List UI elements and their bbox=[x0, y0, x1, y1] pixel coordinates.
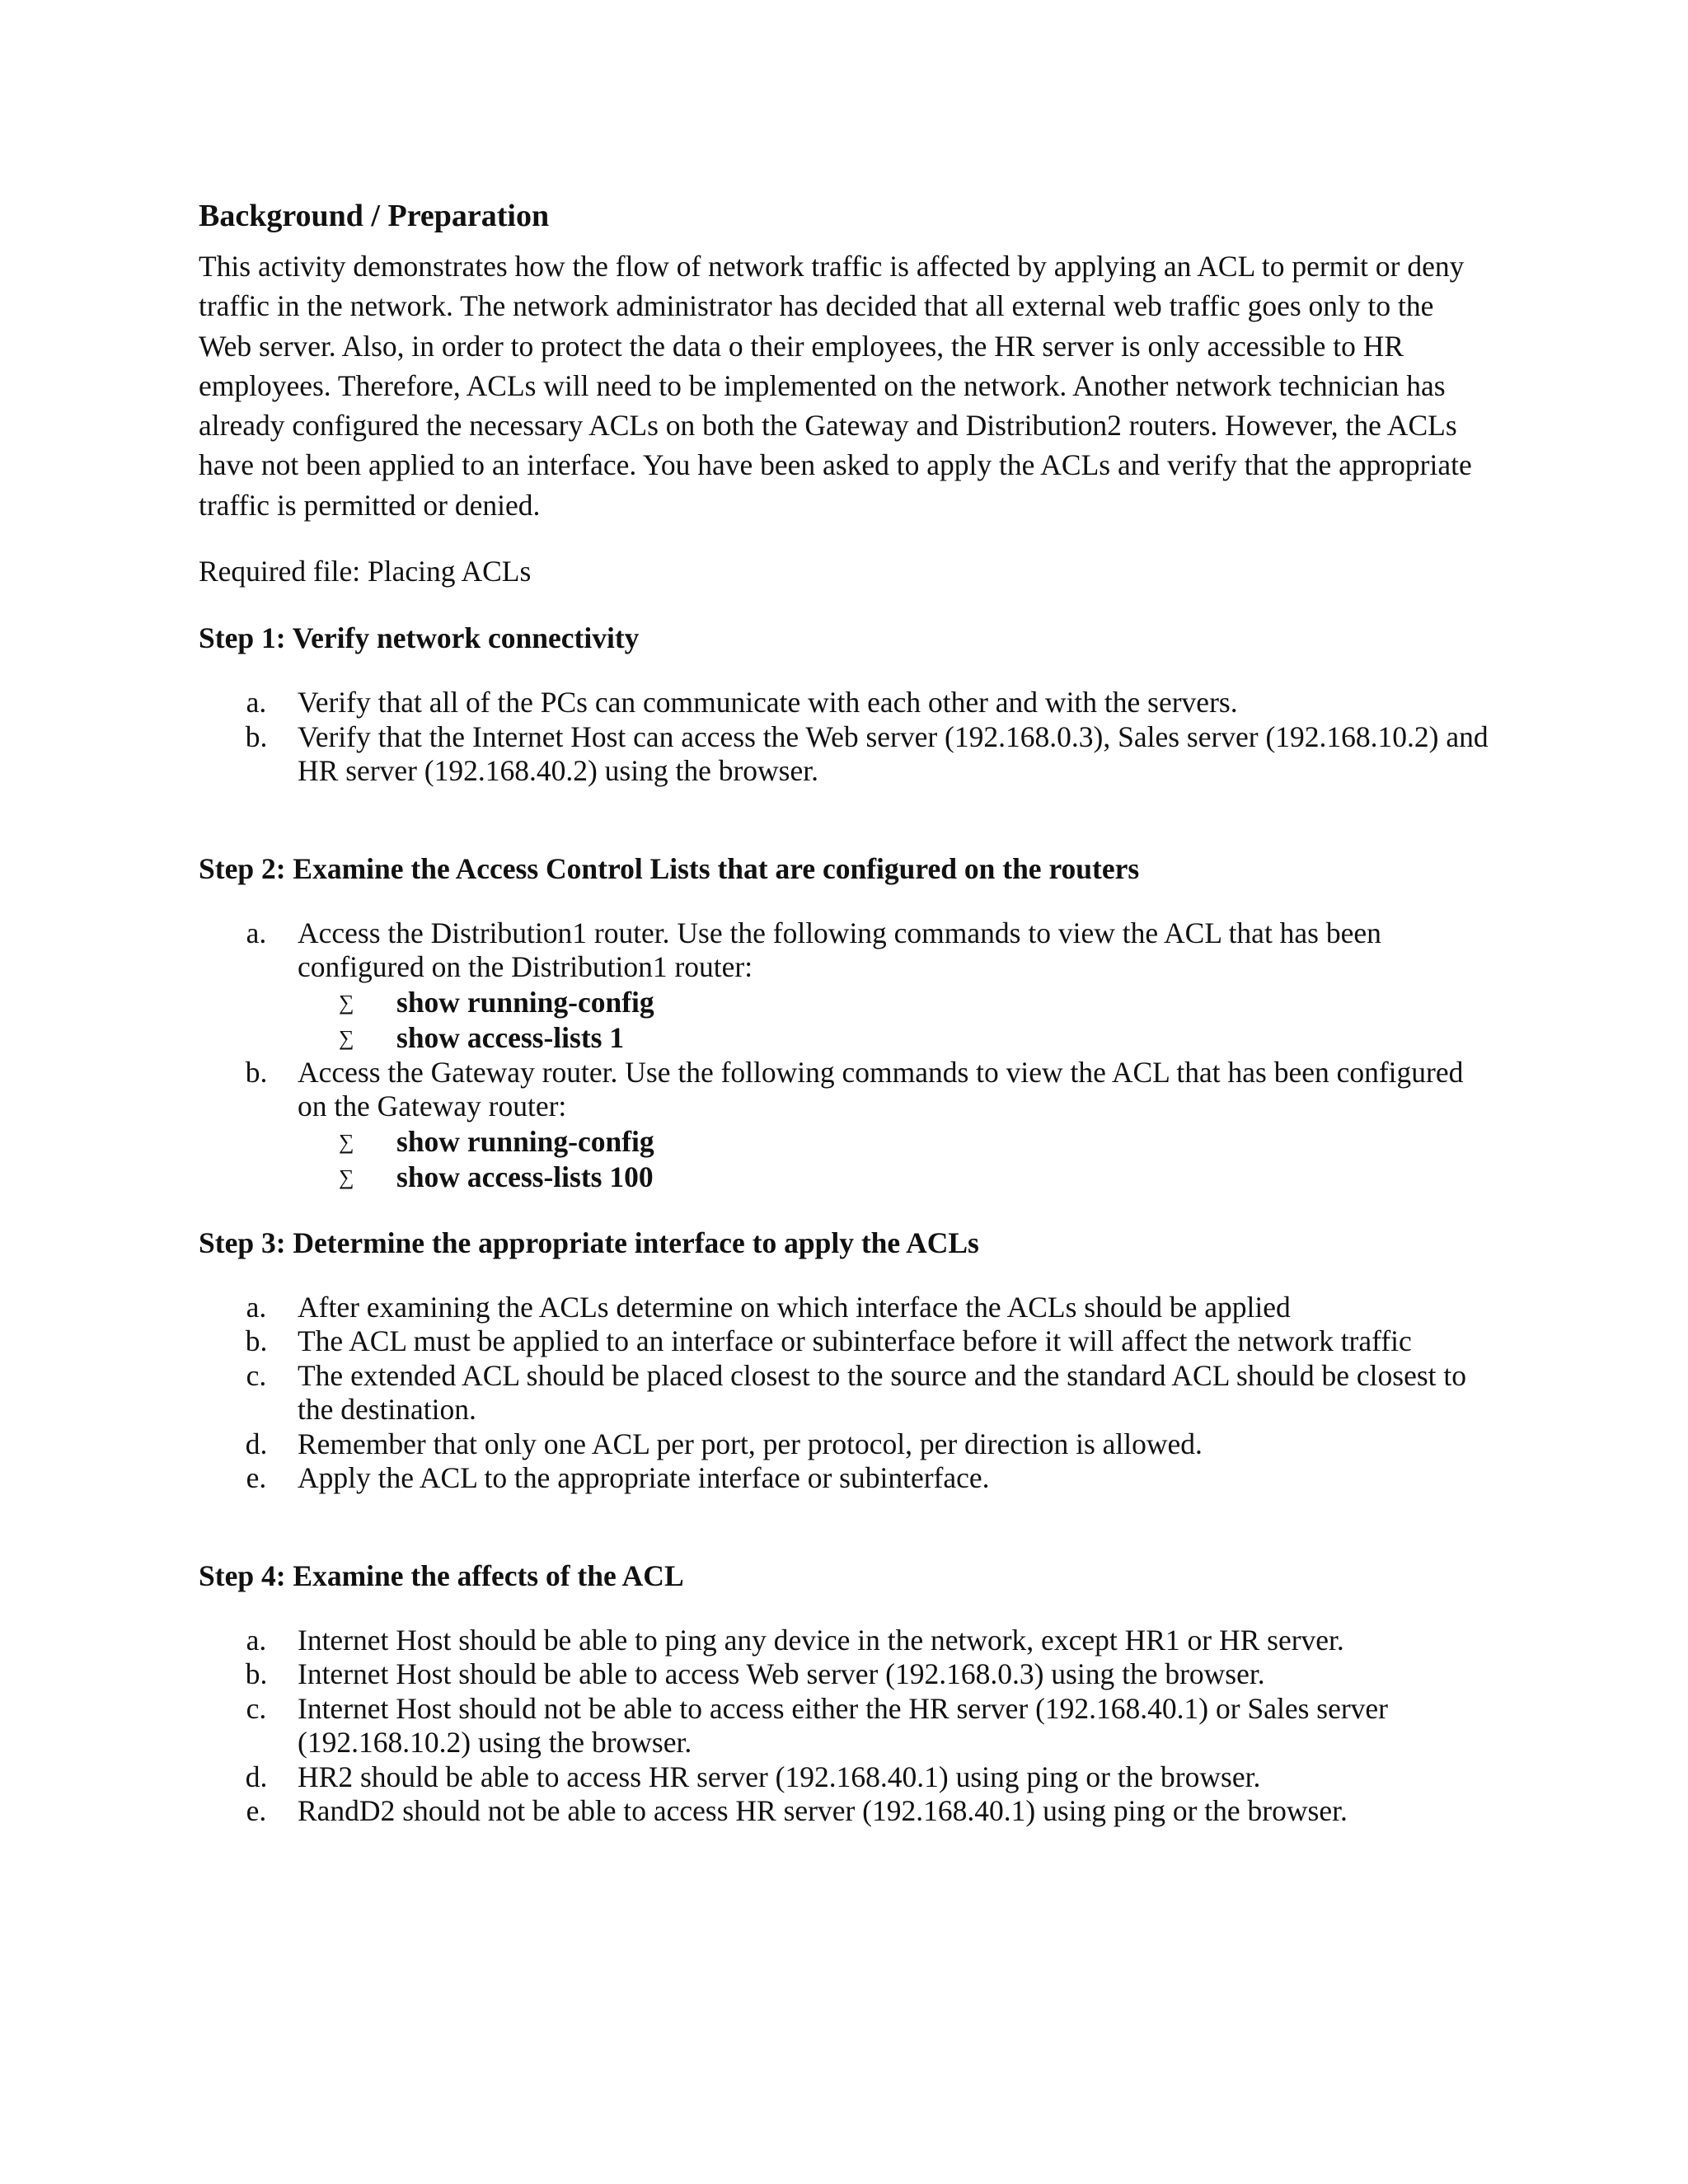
command-item bbox=[298, 1020, 1493, 1056]
command-item bbox=[298, 985, 1493, 1020]
step-3-title: Step 3: Determine the appropriate interface to apply the ACLs bbox=[199, 1226, 979, 1259]
item-marker: a. bbox=[246, 1290, 267, 1324]
item-marker: d. bbox=[245, 1760, 268, 1793]
item-text: Internet Host should not be able to access either the HR server (192.168.40.1) or Sales server (192.168.10.2) using the browser. bbox=[298, 1691, 1388, 1760]
list-item bbox=[199, 1291, 1493, 1325]
command-item bbox=[298, 1124, 1493, 1160]
item-text: Access the Gateway router. Use the following commands to view the ACL that has been configured on the Gateway router: bbox=[298, 1055, 1464, 1123]
item-text: Internet Host should be able to ping any device in the network, except HR1 or HR server. bbox=[298, 1623, 1344, 1657]
command-text: show access-lists 1 bbox=[396, 1020, 625, 1054]
command-text: show access-lists 100 bbox=[396, 1160, 654, 1193]
list-item bbox=[199, 1056, 1493, 1195]
step-4-title: Step 4: Examine the affects of the ACL bbox=[199, 1558, 684, 1592]
list-item bbox=[199, 1692, 1493, 1760]
command-text: show running-config bbox=[396, 985, 654, 1019]
list-item bbox=[199, 1359, 1493, 1427]
command-item bbox=[298, 1160, 1493, 1195]
intro-paragraph: This activity demonstrates how the flow of network traffic is affected by applying an ACL to permit or deny traffic in the network. The network administrator has decided that all external web traffic goes only to the Web server. Also, in order to protect the data o their employees, the HR server is only accessible to HR employees. Therefore, ACLs will need to be implemented on the network. Another network technician has already configured the necessary ACLs on both the Gateway and Distribution2 routers. However, the ACLs have not been applied to an interface. You have been asked to apply the ACLs and verify that the appropriate traffic is permitted or denied. bbox=[199, 250, 1472, 522]
command-text: show running-config bbox=[396, 1124, 654, 1158]
item-text: Verify that the Internet Host can access the Web server (192.168.0.3), Sales server (192.168.10.2) and HR server (192.168.40.2) using the browser. bbox=[298, 719, 1489, 788]
item-marker: b. bbox=[245, 719, 268, 753]
item-marker: a. bbox=[246, 916, 267, 949]
list-item bbox=[199, 1461, 1493, 1496]
bullet-icon: ∑ bbox=[339, 1129, 354, 1154]
item-marker: d. bbox=[245, 1427, 268, 1460]
document-page bbox=[199, 196, 1493, 1829]
item-text: Remember that only one ACL per port, per protocol, per direction is allowed. bbox=[298, 1427, 1203, 1460]
list-item bbox=[199, 686, 1493, 720]
list-item bbox=[199, 916, 1493, 1056]
item-marker: b. bbox=[245, 1324, 268, 1358]
step-4-list bbox=[199, 1624, 1493, 1829]
item-text: Verify that all of the PCs can communicate with each other and with the servers. bbox=[298, 686, 1238, 719]
item-text: Apply the ACL to the appropriate interface or subinterface. bbox=[298, 1461, 990, 1495]
item-marker: b. bbox=[245, 1055, 268, 1089]
item-text: HR2 should be able to access HR server (192.168.40.1) using ping or the browser. bbox=[298, 1760, 1261, 1793]
bullet-icon: ∑ bbox=[339, 990, 354, 1015]
list-item bbox=[199, 1794, 1493, 1829]
item-text: The extended ACL should be placed closest to the source and the standard ACL should be closest to the destination. bbox=[298, 1358, 1467, 1427]
list-item bbox=[199, 1324, 1493, 1359]
item-marker: b. bbox=[245, 1657, 268, 1691]
section-heading: Background / Preparation bbox=[199, 199, 550, 233]
item-marker: e. bbox=[246, 1461, 267, 1495]
step-1-title: Step 1: Verify network connectivity bbox=[199, 621, 640, 655]
bullet-icon: ∑ bbox=[339, 1165, 354, 1189]
item-text: After examining the ACLs determine on which interface the ACLs should be applied bbox=[298, 1290, 1291, 1324]
list-item bbox=[199, 1427, 1493, 1462]
item-marker: e. bbox=[246, 1794, 267, 1828]
step-1-list bbox=[199, 686, 1493, 789]
step-3-list bbox=[199, 1291, 1493, 1496]
item-text: RandD2 should not be able to access HR server (192.168.40.1) using ping or the browser. bbox=[298, 1794, 1348, 1828]
item-text: The ACL must be applied to an interface or subinterface before it will affect the network traffic bbox=[298, 1324, 1412, 1358]
command-list bbox=[298, 1124, 1493, 1195]
list-item bbox=[199, 1624, 1493, 1658]
item-marker: c. bbox=[246, 1358, 267, 1392]
item-marker: a. bbox=[246, 1623, 267, 1657]
required-file: Required file: Placing ACLs bbox=[199, 555, 532, 588]
list-item bbox=[199, 720, 1493, 789]
item-marker: c. bbox=[246, 1691, 267, 1725]
item-text: Internet Host should be able to access Web server (192.168.0.3) using the browser. bbox=[298, 1657, 1265, 1691]
step-2-list bbox=[199, 916, 1493, 1195]
item-marker: a. bbox=[246, 686, 267, 719]
list-item bbox=[199, 1657, 1493, 1692]
step-2-title: Step 2: Examine the Access Control Lists that are configured on the routers bbox=[199, 851, 1140, 885]
item-text: Access the Distribution1 router. Use the following commands to view the ACL that has been configured on the Distribution1 router: bbox=[298, 916, 1381, 984]
list-item bbox=[199, 1760, 1493, 1795]
bullet-icon: ∑ bbox=[339, 1025, 354, 1050]
command-list bbox=[298, 985, 1493, 1056]
